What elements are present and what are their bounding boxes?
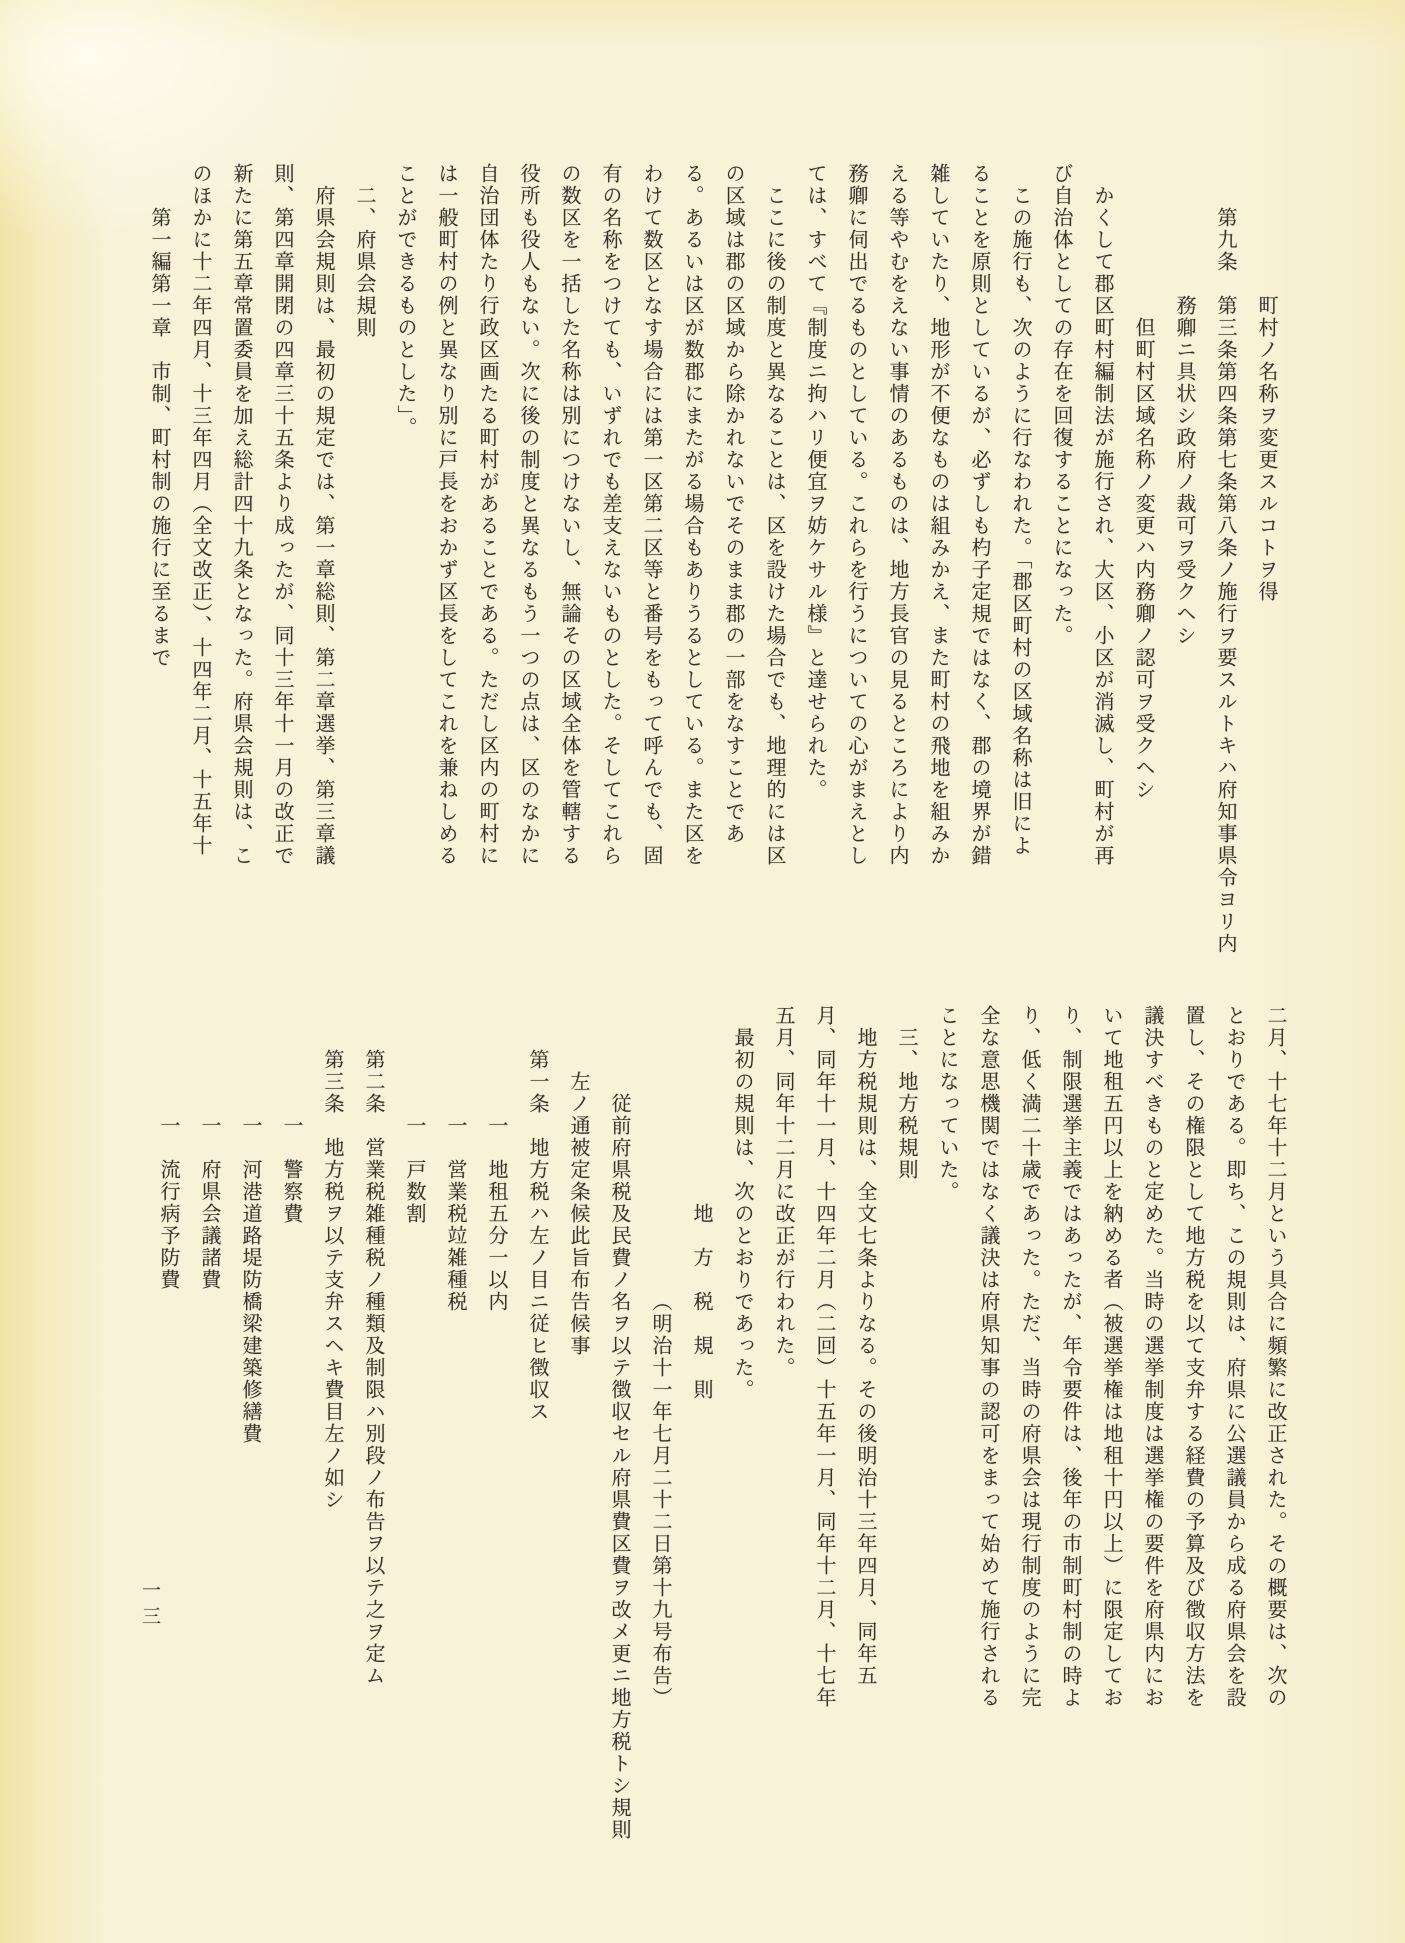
text-column: 雑していたり、地形が不便なものは組みかえ、また町村の飛地を組みか [927,163,949,867]
text-column: 置し、その権限として地方税を以て支弁する経費の予算及び徴収方法を [1182,1005,1204,1709]
text-column: ることを原則としているが、必ずしも杓子定規ではなく、郡の境界が錯 [968,163,990,867]
text-column: り、制限選挙主義ではあったが、年令要件は、後年の市制町村制の時よ [1059,1005,1081,1709]
text-column: 新たに第五章常置委員を加え総計四十九条となった。府県会規則は、こ [230,163,252,867]
text-column: 議決すべきものと定めた。当時の選挙制度は選挙権の要件を府県内にお [1141,1005,1163,1709]
text-column: 最初の規則は、次のとおりであった。 [731,1027,753,1401]
text-column: える等やむをえない事情のあるものは、地方長官の見るところにより内 [886,163,908,867]
text-column: る。あるいは区が数郡にまたがる場合もありうるとしている。また区を [681,163,703,867]
text-column: 第二条 営業税雑種税ノ種類及制限ハ別段ノ布告ヲ以テ之ヲ定ム [362,1049,384,1687]
text-column: 従前府県税及民費ノ名ヲ以テ徴収セル府県費区費ヲ改メ更ニ地方税トシ規則 [608,1093,630,1841]
text-column: 地方税規則は、全文七条よりなる。その後明治十三年四月、同年五 [854,1027,876,1687]
text-column: 一 営業税竝雑種税 [444,1115,466,1313]
text-column: わけて数区となす場合には第一区第二区等と番号をもって呼んでも、固 [640,163,662,867]
text-column: 自治団体たり行政区画たる町村があることである。ただし区内の町村に [476,163,498,867]
text-column: 第一条 地方税ハ左ノ目ニ従ヒ徴収ス [526,1049,548,1423]
text-column: 二、府県会規則 [353,185,375,339]
text-column: 一 警察費 [280,1115,302,1225]
text-column: 地 方 税 規 則 [690,1203,712,1401]
text-column: 一 戸数割 [403,1115,425,1225]
text-column: 左ノ通被定条候此旨布告候事 [567,1071,589,1357]
text-column: 府県会規則は、最初の規定では、第一章総則、第二章選挙、第三章議 [312,185,334,867]
text-column: 一 河港道路堤防橋梁建築修繕費 [239,1115,261,1445]
text-column: 務卿ニ具状シ政府ノ裁可ヲ受クヘシ [1173,295,1195,647]
text-column: のほかに十二年四月、十三年四月（全文改正）、十四年二月、十五年十 [189,163,211,857]
text-column: の区域は郡の区域から除かれないでそのまま郡の一部をなすことであ [722,163,744,845]
text-column: この施行も、次のように行なわれた。「郡区町村の区域名称は旧によ [1009,185,1031,857]
text-column: 有の名称をつけても、いずれでも差支えないものとした。そしてこれら [599,163,621,867]
text-column: は一般町村の例と異なり別に戸長をおかず区長をしてこれを兼ねしめる [435,163,457,867]
text-column: （明治十一年七月二十二日第十九号布告） [649,1291,671,1709]
text-column: 第一編第一章 市制、町村制の施行に至るまで [148,207,170,669]
text-column: かくして郡区町村編制法が施行され、大区、小区が消滅し、町村が再 [1091,185,1113,867]
lower-text-block [147,1005,1295,1865]
upper-text-block [138,163,1286,993]
text-column: 一 流行病予防費 [157,1115,179,1291]
text-column: の数区を一括した名称は別につけないし、無論その区域全体を管轄する [558,163,580,867]
text-column: いて地租五円以上を納める者（被選挙権は地租十円以上）に限定してお [1100,1005,1122,1709]
text-column: 一 地租五分一以内 [485,1115,507,1313]
text-column: り、低く満二十歳であった。ただ、当時の府県会は現行制度のように完 [1018,1005,1040,1709]
text-column: 役所も役人もない。次に後の制度と異なるもう一つの点は、区のなかに [517,163,539,867]
text-column: 五月、同年十二月に改正が行われた。 [772,1005,794,1379]
text-column: ここに後の制度と異なることは、区を設けた場合でも、地理的には区 [763,185,785,867]
text-column: ことになっていた。 [936,1005,958,1203]
text-column: 務卿に伺出でるものとしている。これらを行うについての心がまえとし [845,163,867,867]
text-column: び自治体としての存在を回復することになった。 [1050,163,1072,647]
text-column: 二月、十七年十二月という具合に頻繁に改正された。その概要は、次の [1264,1005,1286,1709]
text-column: 但町村区域名称ノ変更ハ内務卿ノ認可ヲ受クヘシ [1132,317,1154,801]
page-number: 一三 [139,1580,160,1632]
text-column: 一 府県会議諸費 [198,1115,220,1291]
text-column: 第九条 第三条第四条第七条第八条ノ施行ヲ要スルトキハ府知事県令ヨリ内 [1214,207,1236,955]
text-column: ては、すべて『制度ニ拘ハリ便宜ヲ妨ケサル様』と達せられた。 [804,163,826,801]
text-column: 月、同年十一月、十四年二月（二回）十五年一月、同年十二月、十七年 [813,1005,835,1709]
text-column: 第三条 地方税ヲ以テ支弁スヘキ費目左ノ如シ [321,1049,343,1511]
text-column: 町村ノ名称ヲ変更スルコトヲ得 [1255,295,1277,603]
text-column: とおりである。即ち、この規則は、府県に公選議員から成る府県会を設 [1223,1005,1245,1709]
text-column: 則、第四章開閉の四章三十五条より成ったが、同十三年十一月の改正で [271,163,293,867]
text-column: 三、地方税規則 [895,1027,917,1181]
text-column: ことができるものとした」。 [394,163,416,439]
text-column: 全な意思機関ではなく議決は府県知事の認可をまって始めて施行される [977,1005,999,1709]
